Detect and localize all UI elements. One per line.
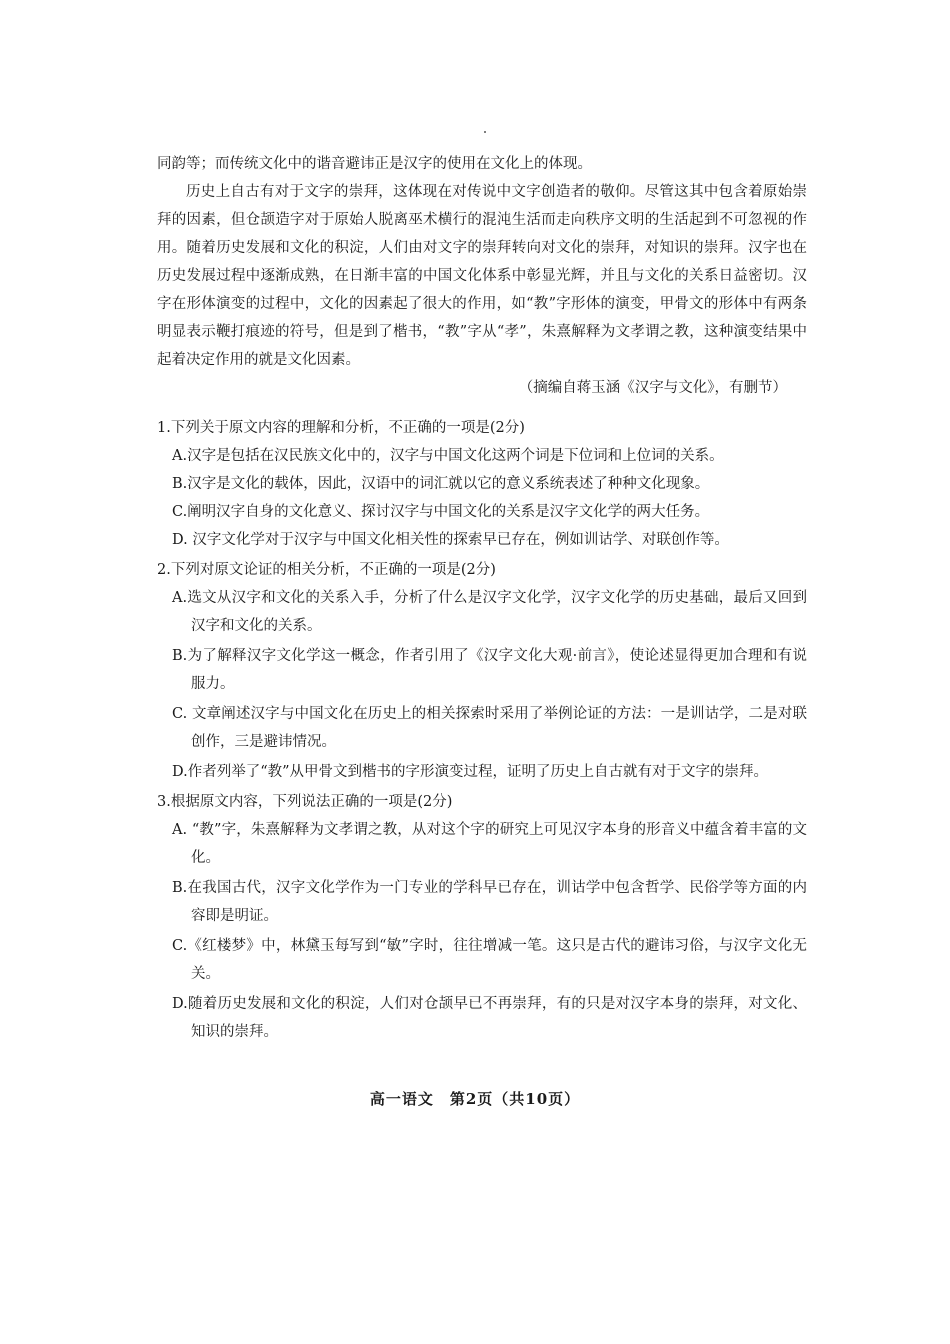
question-stem: 3.根据原文内容，下列说法正确的一项是(2分) xyxy=(157,794,453,810)
option-b: B.为了解释汉字文化学这一概念，作者引用了《汉字文化大观·前言》，使论述显得更加合理和有说服力。 xyxy=(172,648,807,692)
question-stem: 1.下列关于原文内容的理解和分析，不正确的一项是(2分) xyxy=(157,420,525,436)
scan-speck xyxy=(484,131,486,133)
passage-source: （摘编自蒋玉涵《汉字与文化》，有删节） xyxy=(518,380,787,396)
question-list xyxy=(157,414,807,1048)
page-footer: 高一语文 第2页（共10页） xyxy=(369,1090,581,1108)
passage-paragraph: 同韵等；而传统文化中的谐音避讳正是汉字的使用在文化上的体现。 xyxy=(157,156,592,172)
option-a: A.选文从汉字和文化的关系入手，分析了什么是汉字文化学，汉字文化学的历史基础，最后又回到汉字和文化的关系。 xyxy=(172,590,807,634)
option-d: D.作者列举了“教”从甲骨文到楷书的字形演变过程，证明了历史上自古就有对于文字的崇拜。 xyxy=(172,764,769,780)
option-d: D.随着历史发展和文化的积淀，人们对仓颉早已不再崇拜，有的只是对汉字本身的崇拜，对文化、知识的崇拜。 xyxy=(172,996,807,1040)
option-a: A. “教”字，朱熹解释为文孝谓之教，从对这个字的研究上可见汉字本身的形音义中蕴含着丰富的文化。 xyxy=(172,822,807,866)
option-c: C.阐明汉字自身的文化意义、探讨汉字与中国文化的关系是汉字文化学的两大任务。 xyxy=(172,504,710,520)
option-d: D. 汉字文化学对于汉字与中国文化相关性的探索早已存在，例如训诂学、对联创作等。 xyxy=(172,532,729,548)
option-b: B.在我国古代，汉字文化学作为一门专业的学科早已存在，训诂学中包含哲学、民俗学等方面的内容即是明证。 xyxy=(172,880,807,924)
passage-paragraph: 历史上自古有对于文字的崇拜，这体现在对传说中文字创造者的敬仰。尽管这其中包含着原始崇拜的因素，但仓颉造字对于原始人脱离巫术横行的混沌生活而走向秩序文明的生活起到不可忽视的作用。随着历史发展和文化的积淀，人们由对文字的崇拜转向对文化的崇拜，对知识的崇拜。汉字也在历史发展过程中逐渐成熟，在日渐丰富的中国文化体系中彰显光辉，并且与文化的关系日益密切。汉字在形体演变的过程中，文化的因素起了很大的作用，如“教”字形体的演变，甲骨文的形体中有两条明显表示鞭打痕迹的符号，但是到了楷书，“教”字从“孝”，朱熹解释为文孝谓之教，这种演变结果中起着决定作用的就是文化因素。 xyxy=(157,184,807,368)
question-stem: 2.下列对原文论证的相关分析，不正确的一项是(2分) xyxy=(157,562,496,578)
question-3 xyxy=(157,788,807,1046)
option-b: B.汉字是文化的载体，因此，汉语中的词汇就以它的意义系统表述了种种文化现象。 xyxy=(172,476,710,492)
option-a: A.汉字是包括在汉民族文化中的，汉字与中国文化这两个词是下位词和上位词的关系。 xyxy=(172,448,724,464)
option-c: C. 文章阐述汉字与中国文化在历史上的相关探索时采用了举例论证的方法：一是训诂学，二是对联创作，三是避讳情况。 xyxy=(172,706,807,750)
question-2 xyxy=(157,556,807,786)
reading-passage xyxy=(157,150,807,402)
option-c: C.《红楼梦》中，林黛玉每写到“敏”字时，往往增减一笔。这只是古代的避讳习俗，与汉字文化无关。 xyxy=(172,938,807,982)
question-1 xyxy=(157,414,807,554)
